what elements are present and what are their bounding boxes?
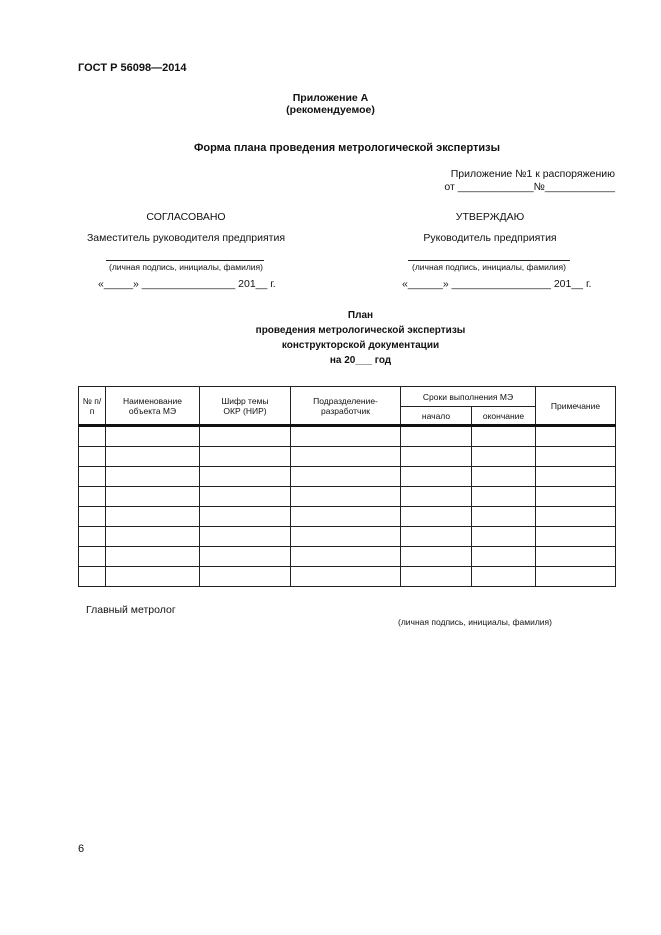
approval-left-signature-line [106, 260, 264, 261]
approval-right-date: «______» _________________ 201__ г. [402, 278, 592, 290]
table-row [79, 487, 616, 507]
approval-left-position: Заместитель руководителя предприятия [86, 232, 286, 244]
plan-year: на 20___ год [329, 355, 392, 366]
table-row [79, 567, 616, 587]
plan-title: План [347, 310, 374, 321]
order-ref-line2: от _____________№____________ [444, 181, 615, 193]
col-header-start: начало [401, 407, 472, 426]
col-header-object-name: Наименование объекта МЭ [106, 387, 200, 426]
approval-right-signature-line [408, 260, 570, 261]
approval-right-position: Руководитель предприятия [423, 232, 557, 244]
table-row [79, 547, 616, 567]
table-row [79, 426, 616, 447]
appendix-title: Приложение А [292, 92, 369, 104]
col-header-department: Подразделение-разработчик [291, 387, 401, 426]
col-header-note: Примечание [536, 387, 616, 426]
appendix-subtitle: (рекомендуемое) [286, 104, 375, 116]
approval-left-date: «_____» ________________ 201__ г. [98, 278, 276, 290]
table-row [79, 527, 616, 547]
table-row [79, 467, 616, 487]
col-header-terms: Сроки выполнения МЭ [401, 387, 536, 407]
page-number: 6 [78, 843, 85, 855]
col-header-end: окончание [472, 407, 536, 426]
plan-table [78, 386, 616, 587]
col-header-topic-code: Шифр темы ОКР (НИР) [200, 387, 291, 426]
form-title: Форма плана проведения метрологической экспертизы [193, 142, 501, 154]
metrologist-signature-caption: (личная подпись, инициалы, фамилия) [398, 617, 552, 627]
plan-subtitle-2: конструкторской документации [281, 340, 440, 351]
standard-number: ГОСТ Р 56098—2014 [78, 62, 187, 74]
col-header-number: № п/п [79, 387, 106, 426]
chief-metrologist-label: Главный метролог [86, 604, 176, 616]
approval-left-signature-caption: (личная подпись, инициалы, фамилия) [109, 262, 263, 272]
table-row [79, 507, 616, 527]
order-ref-line1: Приложение №1 к распоряжению [450, 168, 615, 180]
approval-left-heading: СОГЛАСОВАНО [146, 211, 226, 223]
plan-subtitle-1: проведения метрологической экспертизы [255, 325, 466, 336]
table-row [79, 447, 616, 467]
approval-right-signature-caption: (личная подпись, инициалы, фамилия) [412, 262, 566, 272]
approval-right-heading: УТВЕРЖДАЮ [455, 211, 525, 223]
